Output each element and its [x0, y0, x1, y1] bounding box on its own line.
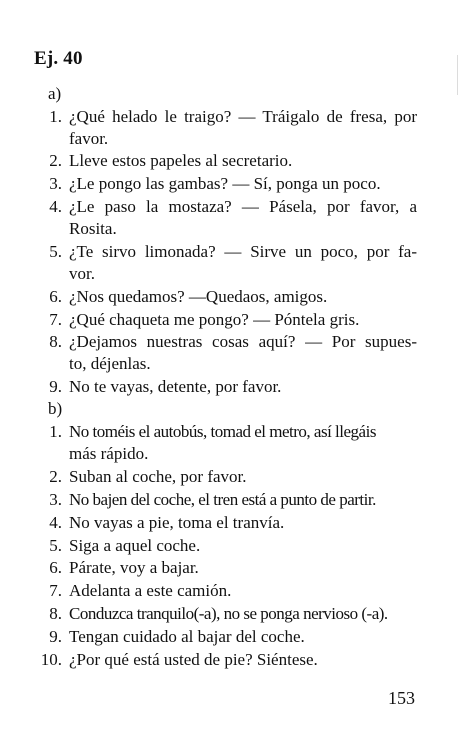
item-number: 1.	[49, 422, 62, 441]
item-number: 3.	[49, 490, 62, 509]
item-number: 2.	[49, 151, 62, 170]
item-text: Conduzca tranquilo(-a), no se ponga nervioso (-a).	[69, 604, 388, 623]
item-text: Lleve estos papeles al secretario.	[69, 151, 293, 170]
item-number: 6.	[49, 287, 62, 306]
item-number: 5.	[49, 242, 62, 261]
section-b-label: b)	[48, 399, 63, 418]
item-number: 8.	[49, 604, 62, 623]
item-text: Tengan cuidado al bajar del coche.	[69, 627, 305, 646]
section-a-label: a)	[48, 84, 62, 103]
item-text: Suban al coche, por favor.	[69, 467, 247, 486]
item-number: 7.	[49, 310, 62, 329]
page-edge-mark	[457, 55, 458, 95]
item-text: Siga a aquel coche.	[69, 536, 201, 555]
item-text-continuation: más rápido.	[69, 444, 149, 463]
item-text: ¿Qué chaqueta me pongo? — Póntela gris.	[69, 310, 360, 329]
page-number: 153	[388, 688, 415, 708]
item-number: 5.	[49, 536, 62, 555]
item-text: ¿Le paso la mostaza? — Pásela, por favor, a	[69, 197, 417, 216]
item-number: 9.	[49, 627, 62, 646]
item-number: 8.	[49, 332, 62, 351]
item-text: ¿Le pongo las gambas? — Sí, ponga un poco.	[69, 174, 381, 193]
item-text-continuation: to, déjenlas.	[69, 354, 151, 373]
item-number: 1.	[49, 107, 62, 126]
item-number: 4.	[49, 197, 62, 216]
item-number: 10.	[40, 650, 62, 669]
item-text: ¿Qué helado le traigo? — Tráigalo de fresa, por	[69, 107, 417, 126]
item-text: ¿Dejamos nuestras cosas aquí? — Por supues-	[69, 332, 417, 351]
item-text-continuation: vor.	[69, 264, 95, 283]
item-text-continuation: Rosita.	[69, 219, 117, 238]
item-text: ¿Por qué está usted de pie? Siéntese.	[69, 650, 318, 669]
item-number: 6.	[49, 558, 62, 577]
exercise-heading: Ej. 40	[34, 48, 83, 69]
item-number: 2.	[49, 467, 62, 486]
item-text: No vayas a pie, toma el tranvía.	[69, 513, 285, 532]
item-number: 7.	[49, 581, 62, 600]
item-number: 9.	[49, 377, 62, 396]
item-text-continuation: favor.	[69, 129, 109, 148]
item-text: No toméis el autobús, tomad el metro, así llegáis	[69, 422, 376, 441]
item-text: ¿Nos quedamos? —Quedaos, amigos.	[69, 287, 328, 306]
item-text: No bajen del coche, el tren está a punto de partir.	[69, 490, 376, 509]
item-text: Párate, voy a bajar.	[69, 558, 199, 577]
item-number: 4.	[49, 513, 62, 532]
item-text: Adelanta a este camión.	[69, 581, 232, 600]
item-text: No te vayas, detente, por favor.	[69, 377, 282, 396]
item-text: ¿Te sirvo limonada? — Sirve un poco, por fa-	[69, 242, 417, 261]
item-number: 3.	[49, 174, 62, 193]
